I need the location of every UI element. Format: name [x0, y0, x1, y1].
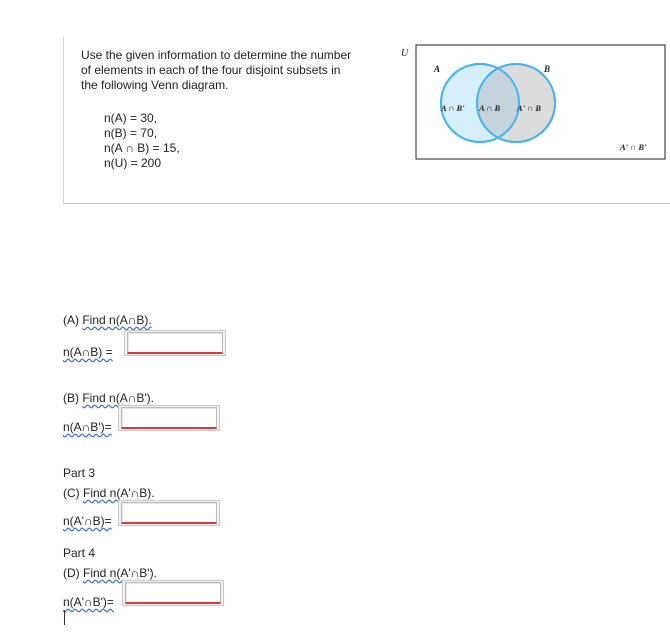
part-a-prompt — [63, 313, 152, 327]
part-c-find-link[interactable]: Find n(A'∩B). — [83, 486, 155, 500]
part-d-prompt — [63, 566, 157, 580]
part-b-letter: (B) — [63, 391, 83, 405]
part-d-find-link[interactable]: Find n(A'∩B'). — [83, 566, 157, 580]
text-cursor — [64, 610, 65, 625]
part-c-letter: (C) — [63, 486, 83, 500]
universe-label: U — [401, 48, 409, 59]
region-neither-label: A' ∩ B' — [620, 142, 647, 152]
set-b-label: B — [544, 64, 551, 74]
given-item: n(A) = 30, — [104, 111, 158, 125]
part-c-prompt — [63, 486, 155, 500]
part-d-answer-input[interactable] — [125, 582, 221, 604]
part-a-answer-label: n(A∩B) = — [63, 345, 113, 359]
instructions — [81, 48, 381, 93]
instruction-line: of elements in each of the four disjoint subsets in — [81, 63, 341, 77]
part-b-find-link[interactable]: Find n(A∩B'). — [82, 391, 154, 405]
part-c-answer-label: n(A'∩B)= — [63, 514, 112, 528]
venn-diagram — [398, 42, 668, 167]
given-item: n(A ∩ B) = 15, — [104, 141, 180, 155]
part-a-letter: (A) — [63, 313, 83, 327]
given-item: n(B) = 70, — [104, 126, 158, 140]
instruction-line: the following Venn diagram. — [81, 78, 229, 92]
given-item: n(U) = 200 — [104, 156, 162, 170]
given-list — [104, 111, 180, 171]
part-a-find-link[interactable]: Find n(A∩B). — [82, 313, 152, 327]
part-b-prompt — [63, 391, 154, 405]
region-a-only-label: A ∩ B' — [441, 103, 465, 113]
region-both-label: A ∩ B — [479, 103, 501, 113]
instruction-line: Use the given information to determine the number — [81, 48, 352, 62]
part-3-heading: Part 3 — [63, 466, 96, 480]
divider — [63, 203, 670, 204]
part-c-answer-input[interactable] — [121, 502, 217, 524]
part-a-answer-input[interactable] — [127, 332, 223, 354]
part-b-answer-label: n(A∩B')= — [63, 420, 112, 434]
part-4-heading: Part 4 — [63, 546, 96, 560]
part-b-answer-input[interactable] — [121, 407, 217, 429]
part-d-answer-label: n(A'∩B')= — [63, 595, 114, 609]
region-b-only-label: A' ∩ B — [517, 103, 542, 113]
part-d-letter: (D) — [63, 566, 83, 580]
set-a-label: A — [434, 64, 441, 74]
